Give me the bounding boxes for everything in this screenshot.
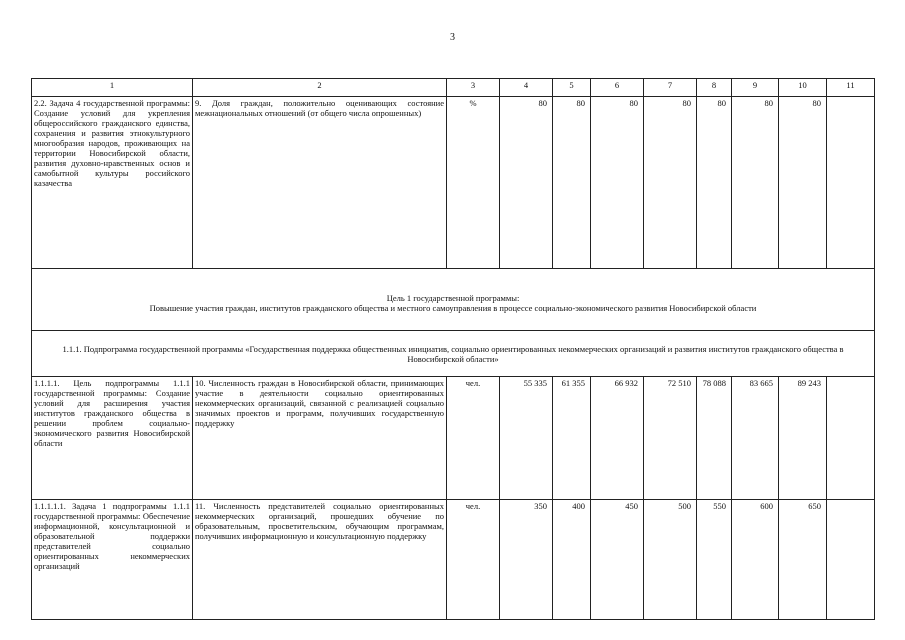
value-cell: 89 243 [779, 377, 827, 500]
column-number: 9 [732, 79, 779, 97]
subprogram-row [32, 331, 875, 377]
value-cell: 650 [779, 500, 827, 620]
indicator-cell: 10. Численность граждан в Новосибирской области, принимающих участие в деятельности социально ориентированных некоммерческих организаций, связанной с реализацией социально значимых проектов и программ, получивших государственную поддержку [193, 377, 447, 500]
task-cell: 2.2. Задача 4 государственной программы: Создание условий для укрепления общероссийского гражданского единства, сохранения и развития этнокультурного многообразия народов, проживающих на территории Новосибирской области, развития духовно-нравственных основ и самобытной культуры российского казачества [32, 97, 193, 269]
value-cell: 55 335 [500, 377, 553, 500]
value-cell: 80 [591, 97, 644, 269]
indicator-cell: 9. Доля граждан, положительно оценивающих состояние межнациональных отношений (от общего числа опрошенных) [193, 97, 447, 269]
column-number: 3 [447, 79, 500, 97]
table-row [32, 97, 875, 269]
unit-cell: чел. [447, 500, 500, 620]
value-cell: 400 [553, 500, 591, 620]
value-cell [827, 377, 875, 500]
column-number: 5 [553, 79, 591, 97]
column-number: 10 [779, 79, 827, 97]
value-cell: 80 [779, 97, 827, 269]
table-row [32, 377, 875, 500]
column-number: 1 [32, 79, 193, 97]
value-cell: 83 665 [732, 377, 779, 500]
value-cell [827, 500, 875, 620]
value-cell: 61 355 [553, 377, 591, 500]
indicators-table [31, 78, 875, 620]
table-row [32, 500, 875, 620]
task-cell: 1.1.1.1. Цель подпрограммы 1.1.1 государственной программы: Создание условий для расширения участия институтов гражданского общества в решении проблем социально-экономического развития Новосибирской области [32, 377, 193, 500]
goal-text: Повышение участия граждан, институтов гражданского общества и местного самоуправления в процессе социально-экономического развития Новосибирской области [149, 302, 757, 313]
column-number: 6 [591, 79, 644, 97]
column-number: 4 [500, 79, 553, 97]
goal-cell [32, 269, 875, 331]
value-cell: 80 [644, 97, 697, 269]
value-cell: 72 510 [644, 377, 697, 500]
column-number: 2 [193, 79, 447, 97]
column-number: 8 [697, 79, 732, 97]
goal-title: Цель 1 государственной программы: [386, 292, 520, 303]
column-number: 11 [827, 79, 875, 97]
column-number-row [32, 79, 875, 97]
unit-cell: чел. [447, 377, 500, 500]
value-cell: 78 088 [697, 377, 732, 500]
subprogram-cell: 1.1.1. Подпрограмма государственной программы «Государственная поддержка общественных инициатив, социально ориентированных некоммерческих организаций и развития институтов гражданского общества в Новосибирской области» [32, 331, 875, 377]
page-number: 3 [450, 32, 455, 43]
value-cell: 80 [553, 97, 591, 269]
value-cell: 600 [732, 500, 779, 620]
value-cell: 80 [500, 97, 553, 269]
indicator-cell: 11. Численность представителей социально ориентированных некоммерческих организаций, прошедших обучение по образовательным, просветительским, обучающим программам, получивших информационную и консультационную поддержку [193, 500, 447, 620]
goal-row [32, 269, 875, 331]
value-cell: 66 932 [591, 377, 644, 500]
value-cell: 550 [697, 500, 732, 620]
value-cell: 80 [732, 97, 779, 269]
value-cell: 350 [500, 500, 553, 620]
unit-cell: % [447, 97, 500, 269]
task-cell: 1.1.1.1.1. Задача 1 подпрограммы 1.1.1 государственной программы: Обеспечение информационной, консультационной и образовательной поддержки представителей социально ориентированных некоммерческих организаций [32, 500, 193, 620]
value-cell [827, 97, 875, 269]
column-number: 7 [644, 79, 697, 97]
value-cell: 500 [644, 500, 697, 620]
value-cell: 450 [591, 500, 644, 620]
value-cell: 80 [697, 97, 732, 269]
